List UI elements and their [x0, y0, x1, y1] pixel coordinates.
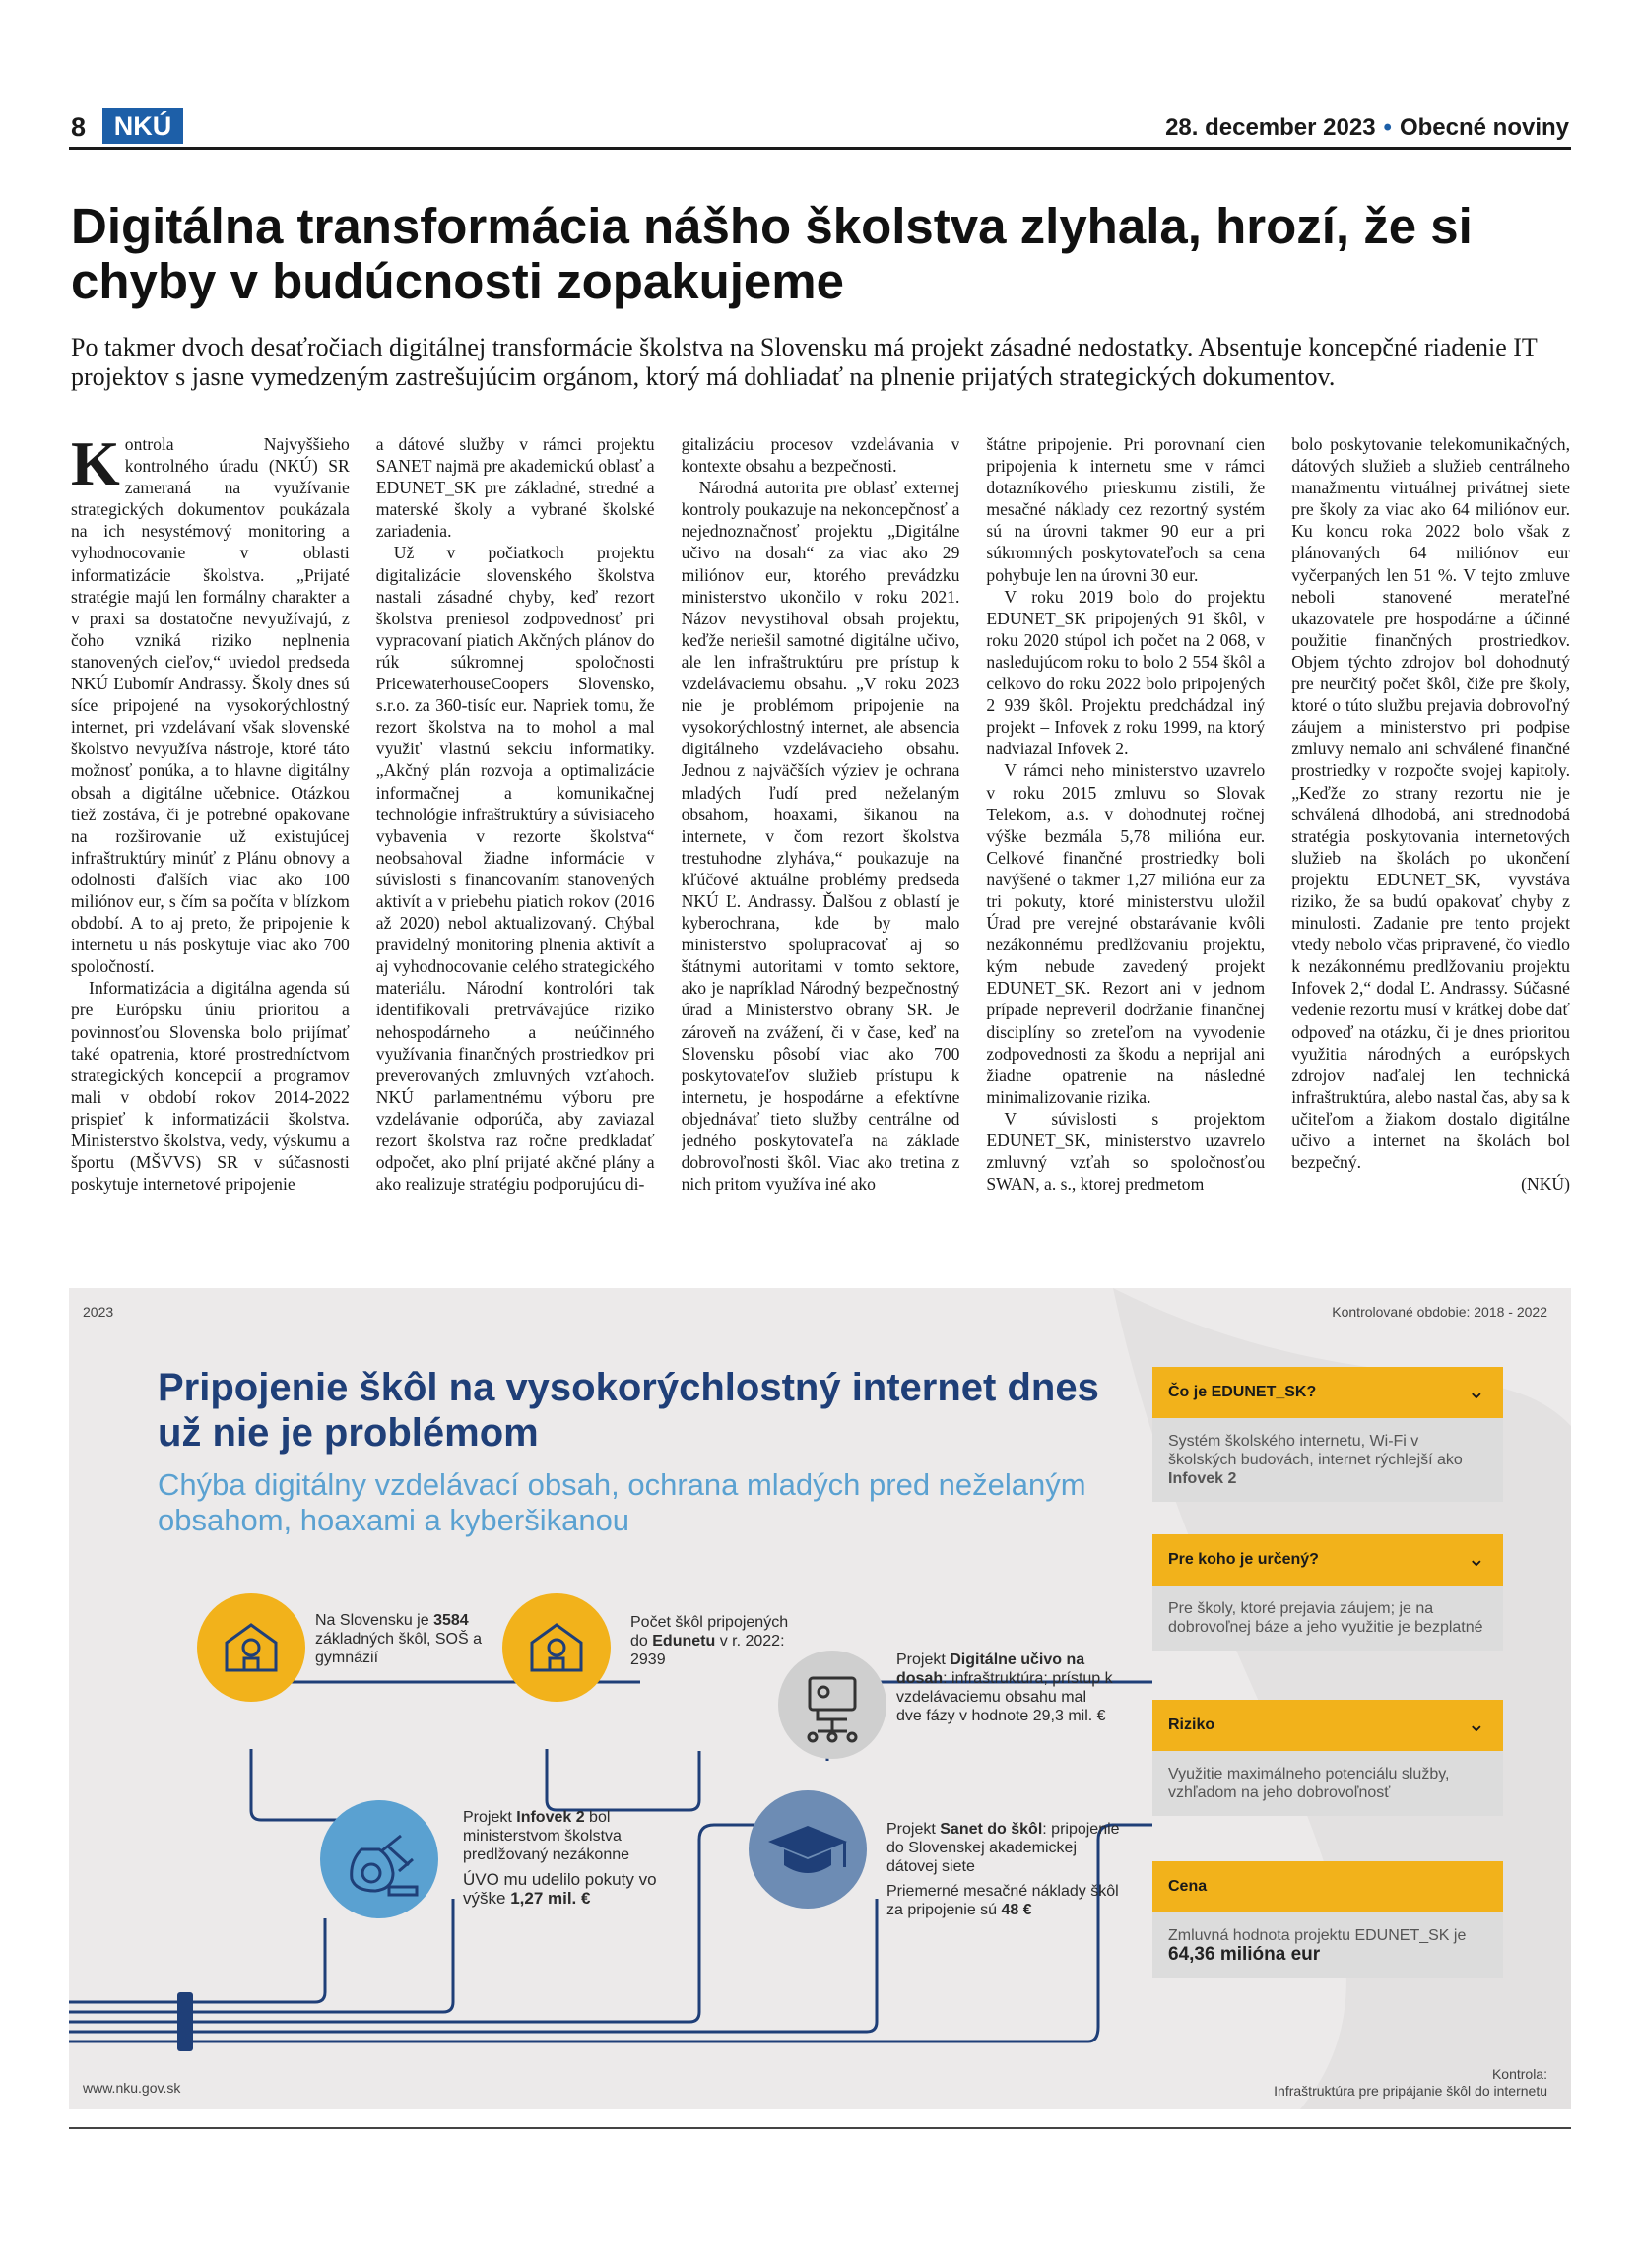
website-link[interactable]: www.nku.gov.sk: [83, 2080, 181, 2096]
article-signature: (NKÚ): [1521, 1174, 1570, 1195]
infographic-subtitle: Chýba digitálny vzdelávací obsah, ochrana mladých pred neželaným obsahom, hoaxami a kyberšikanou: [158, 1467, 1086, 1537]
article-column-2: [376, 433, 655, 1272]
panel-target-group[interactable]: [1152, 1534, 1503, 1651]
page-number: 8: [71, 112, 87, 142]
panel-body: Využitie maximálneho potenciálu služby, vzhľadom na jeho dobrovoľnosť: [1152, 1751, 1503, 1816]
node-infovek: Projekt Infovek 2 bol ministerstvom školstva predlžovaný nezákonne ÚVO mu udelilo pokuty vo výške 1,27 mil. €: [463, 1809, 657, 1908]
infographic-year: 2023: [83, 1304, 114, 1320]
panel-header[interactable]: Riziko ⌄: [1152, 1700, 1503, 1751]
article-paragraph: V rámci neho ministerstvo uzavrelo v roku 2015 zmluvu so Slovak Telekom, a.s. v dohodnutej ročnej výške bezmála 5,78 milióna eur. Celkové finančné prostriedky boli navýšené o takmer 1,27 milióna eur za tri pokuty, ktoré ministerstvu uložil Úrad pre verejné obstarávanie kvôli nezákonnému predlžovaniu projektu, kým nebude zavedený projekt EDUNET_SK. Rezort ani v jednom prípade nepreveril dodržanie finančnej disciplíny so zreteľom na vyvodenie zodpovednosti za škodu a neprijal ani žiadne opatrenie na následné minimalizovanie rizika.: [986, 760, 1266, 1107]
page-header: [69, 106, 1571, 150]
article-paragraph: V súvislosti s projektom EDUNET_SK, ministerstvo uzavrelo zmluvný vzťah so spoločnosťou SWAN, a. s., ktorej predmetom: [986, 1108, 1266, 1195]
article-paragraph: Informatizácia a digitálna agenda sú pre Európsku úniu prioritou a povinnosťou Slovenska bolo prijímať také opatrenia, ktoré prostredníctvom strategických koncepcií a programov mali v období rokov 2014-2022 prispieť k informatizácii školstva. Ministerstvo školstva, vedy, výskumu a športu (MŠVVS) SR v súčasnosti poskytuje internetové pripojenie: [71, 978, 350, 1195]
control-caption: Kontrola: Infraštruktúra pre pripájanie škôl do internetu: [1274, 2066, 1547, 2099]
panel-body: Pre školy, ktoré prejavia záujem; je na dobrovoľnej báze a jeho využitie je bezplatné: [1152, 1586, 1503, 1651]
dateline: [1165, 114, 1569, 142]
article-column-3: [682, 433, 960, 1272]
article-column-1: [71, 433, 350, 1272]
chevron-down-icon: ⌄: [1467, 1713, 1485, 1737]
panel-edunet-definition[interactable]: [1152, 1367, 1503, 1502]
panel-header[interactable]: Pre koho je určený? ⌄: [1152, 1534, 1503, 1586]
publication-name: Obecné noviny: [1399, 114, 1569, 141]
article-column-5: [1291, 433, 1570, 1272]
chevron-down-icon: ⌄: [1467, 1380, 1485, 1404]
node-edunet-schools: Počet škôl pripojených do Edunetu v r. 2022: 2939: [630, 1614, 789, 1668]
article-paragraph: štátne pripojenie. Pri porovnaní cien pripojenia k internetu sme v rámci dotazníkového prieskumu zistili, že mesačné náklady cez rezortný systém sú na úrovni takmer 90 eur a pri súkromných poskytovateľoch sa cena pohybuje len na úrovni 30 eur.: [986, 434, 1266, 585]
school-icon: [502, 1593, 611, 1702]
money-gavel-icon: [320, 1800, 438, 1918]
headline: Digitálna transformácia nášho školstva zlyhala, hrozí, že si chyby v budúcnosti zopakujeme: [71, 198, 1473, 309]
school-icon: [197, 1593, 305, 1702]
panel-header[interactable]: Čo je EDUNET_SK? ⌄: [1152, 1367, 1503, 1418]
node-sanet: Projekt Sanet do škôl: pripojenie do Slovenskej akademickej dátovej siete Priemerné mesačné náklady škôl za pripojenie sú 48 €: [886, 1821, 1120, 1918]
control-period: Kontrolované obdobie: 2018 - 2022: [1332, 1304, 1547, 1320]
panel-header[interactable]: Cena: [1152, 1861, 1503, 1912]
infographic: [69, 1288, 1571, 2109]
nku-logo: NKÚ: [102, 108, 183, 144]
article-paragraph: V roku 2019 bolo do projektu EDUNET_SK pripojených 91 škôl, v roku 2020 stúpol ich počet na 2 068, v nasledujúcom roku to bolo 2 554 škôl a celkovo do roku 2022 bolo pripojených 2 939 škôl. Projektu predchádzal iný projekt – Infovek z roku 1999, na ktorý nadviazal Infovek 2.: [986, 586, 1266, 759]
article-paragraph: gitalizáciu procesov vzdelávania v kontexte obsahu a bezpečnosti.: [681, 434, 960, 477]
article-body: [71, 433, 1570, 1272]
graduation-cap-icon: [749, 1790, 867, 1909]
article-column-4: [986, 433, 1265, 1272]
article-paragraph: bolo poskytovanie telekomunikačných, dátových služieb a služieb centrálneho manažmentu virtuálnej privátnej siete pre školy za viac ako 64 miliónov eur. Ku koncu roka 2022 bolo však z plánovaných 64 miliónov eur vyčerpaných len 51 %. V tejto zmluve neboli stanovené merateľné ukazovatele pre hospodárne a účinné použitie finančných prostriedkov. Objem týchto zdrojov bol dohodnutý pre neurčitý počet škôl, čiže pre školy, ktoré o túto službu prejavia dobrovoľný záujem a ministerstvo pri podpise zmluvy nemalo ani schválené finančné prostriedky v rozpočte svojej kapitoly. „Keďže zo strany rezortu nie je schválená dlhodobá, ani strednodobá stratégia poskytovania internetových služieb na školách po ukončení projektu EDUNET_SK, vyvstáva riziko, že sa budú opakovať chyby z minulosti. Zadanie pre tento projekt vtedy nebolo včas pripravené, čo viedlo k nezákonnému predlžovaniu projektu Infovek 2,“ dodal Ľ. Andrassy. Súčasné vedenie rezortu musí v krátkej dobe dať odpoveď na otázku, či je dnes prioritou využitia národných a európskych zdrojov naďalej len technická infraštruktúra, alebo nastal čas, aby sa k učiteľom a žiakom dostalo digitálne učivo a internet na školách bol bezpečný.: [1291, 434, 1570, 1173]
lead-paragraph: Po takmer dvoch desaťročiach digitálnej transformácie školstva na Slovensku má projekt zásadné nedostatky. Absentuje koncepčné riadenie IT projektov s jasne vymedzeným zastrešujúcim orgánom, ktorý má dohliadať na plnenie prijatých strategických dokumentov.: [71, 333, 1538, 391]
issue-date: 28. december 2023: [1165, 114, 1376, 141]
panel-price[interactable]: [1152, 1861, 1503, 1978]
article-paragraph: Už v počiatkoch projektu digitalizácie slovenského školstva nastali zásadné chyby, keď rezort školstva preniesol zodpovednosť pri vypracovaní piatich Akčných plánov do rúk súkromnej spoločnosti PricewaterhouseCoopers Slovensko, s.r.o. za 360-tisíc eur. Napriek tomu, že rezort školstva na to mohol a mal využiť vlastnú sekciu informatiky. „Akčný plán rozvoja a optimalizácie informačnej a komunikačnej technológie infraštruktúry a súvisiaceho vybavenia v rezorte školstva“ neobsahoval žiadne informácie v súvislosti s financovaním stanovených aktivít a v priebehu piatich rokov (2016 až 2020) nebol aktualizovaný. Chýbal pravidelný monitoring plnenia aktivít a aj vyhodnocovanie celého strategického materiálu. Národní kontrolóri tak identifikovali pretrvávajúce riziko nehospodárneho a neúčinného využívania finančných prostriedkov pri preverovaných zmluvných vzťahoch. NKÚ parlamentnému výboru pre vzdelávanie odporúča, aby zaviazal rezort školstva raz ročne predkladať odpočet, ako plní prijaté akčné plány a ako realizuje stratégiu podporujúcu di-: [375, 543, 655, 1195]
panel-body: Zmluvná hodnota projektu EDUNET_SK je 64,36 milióna eur: [1152, 1912, 1503, 1978]
article-paragraph: Národná autorita pre oblasť externej kontroly poukazuje na nekoncepčnosť a nejednoznačnosť projektu „Digitálne učivo na dosah“ za viac ako 29 miliónov eur, ktorého prevádzku ministerstvo ukončilo v roku 2021. Názov nevystihoval obsah projektu, keďže neriešil samotné digitálne učivo, ale len infraštruktúru pre prístup k vzdelávaciemu obsahu. „V roku 2023 nie je problémom pripojenie na vysokorýchlostný internet, ale absencia digitálneho vzdelávacieho obsahu. Jednou z najväčších výziev je ochrana mladých ľudí pred neželaným obsahom, hoaxami, šikanou na internete, v čom rezort školstva trestuhodne zlyháva,“ poukazuje na kľúčové aktuálne problémy predseda NKÚ Ľ. Andrassy. Ďalšou z oblastí je kyberochrana, kde by malo ministerstvo spolupracovať aj so štátnymi autoritami v tomto sektore, ako je napríklad Národný bezpečnostný úrad a Ministerstvo obrany SR. Je zároveň na zvážení, či v čase, keď na Slovensku pôsobí viac ako 700 poskytovateľov služieb prístupu k internetu, je hospodárne a efektívne objednávať tieto služby centrálne od jedného poskytovateľa na základe dobrovoľnosti škôl. Viac ako tretina z nich pritom využíva iné ako: [681, 478, 960, 1195]
chevron-down-icon: ⌄: [1467, 1547, 1485, 1572]
separator-dot: •: [1383, 114, 1392, 141]
node-digital-content: Projekt Digitálne učivo na dosah: infraštruktúra; prístup k vzdelávaciemu obsahu mal dve fázy v hodnote 29,3 mil. €: [896, 1652, 1113, 1724]
node-schools-count: Na Slovensku je 3584 základných škôl, SOŠ a gymnázií: [315, 1612, 482, 1666]
panel-body: Systém školského internetu, Wi-Fi v školských budovách, internet rýchlejší ako Infovek 2: [1152, 1418, 1503, 1502]
drop-cap: K: [71, 433, 120, 498]
panel-risk[interactable]: [1152, 1700, 1503, 1816]
article-paragraph: a dátové služby v rámci projektu SANET najmä pre akademickú oblasť a EDUNET_SK pre základné, stredné a materské školy a vybrané školské zariadenia.: [375, 434, 655, 542]
infographic-title: Pripojenie škôl na vysokorýchlostný internet dnes už nie je problémom: [158, 1366, 1099, 1455]
article-paragraph: Kontrola Najvyššieho kontrolného úradu (NKÚ) SR zameraná na využívanie strategických dokumentov poukázala na ich nesystémový monitoring a vyhodnocovanie v oblasti informatizácie školstva. „Prijaté stratégie majú len formálny charakter a v praxi sa dostatočne nevyužívajú, z čoho vzniká riziko neplnenia stanovených cieľov,“ uviedol predseda NKÚ Ľubomír Andrassy. Školy dnes sú síce pripojené na vysokorýchlostný internet, pri vzdelávaní však slovenské školstvo nevyužíva nástroje, ktoré táto možnosť ponúka, a to hlavne digitálny obsah a digitálne učebnice. Otázkou tiež zostáva, či je potrebné opakovane na rozširovanie už existujúcej infraštruktúry minúť z Plánu obnovy a odolnosti ďalších viac ako 100 miliónov eur, s čím sa počíta v blízkom období. A to aj preto, že pripojenie k internetu u nás poskytuje viac ako 700 spoločností.: [71, 433, 350, 977]
footer-rule: [69, 2127, 1571, 2129]
teacher-board-icon: [778, 1651, 886, 1759]
